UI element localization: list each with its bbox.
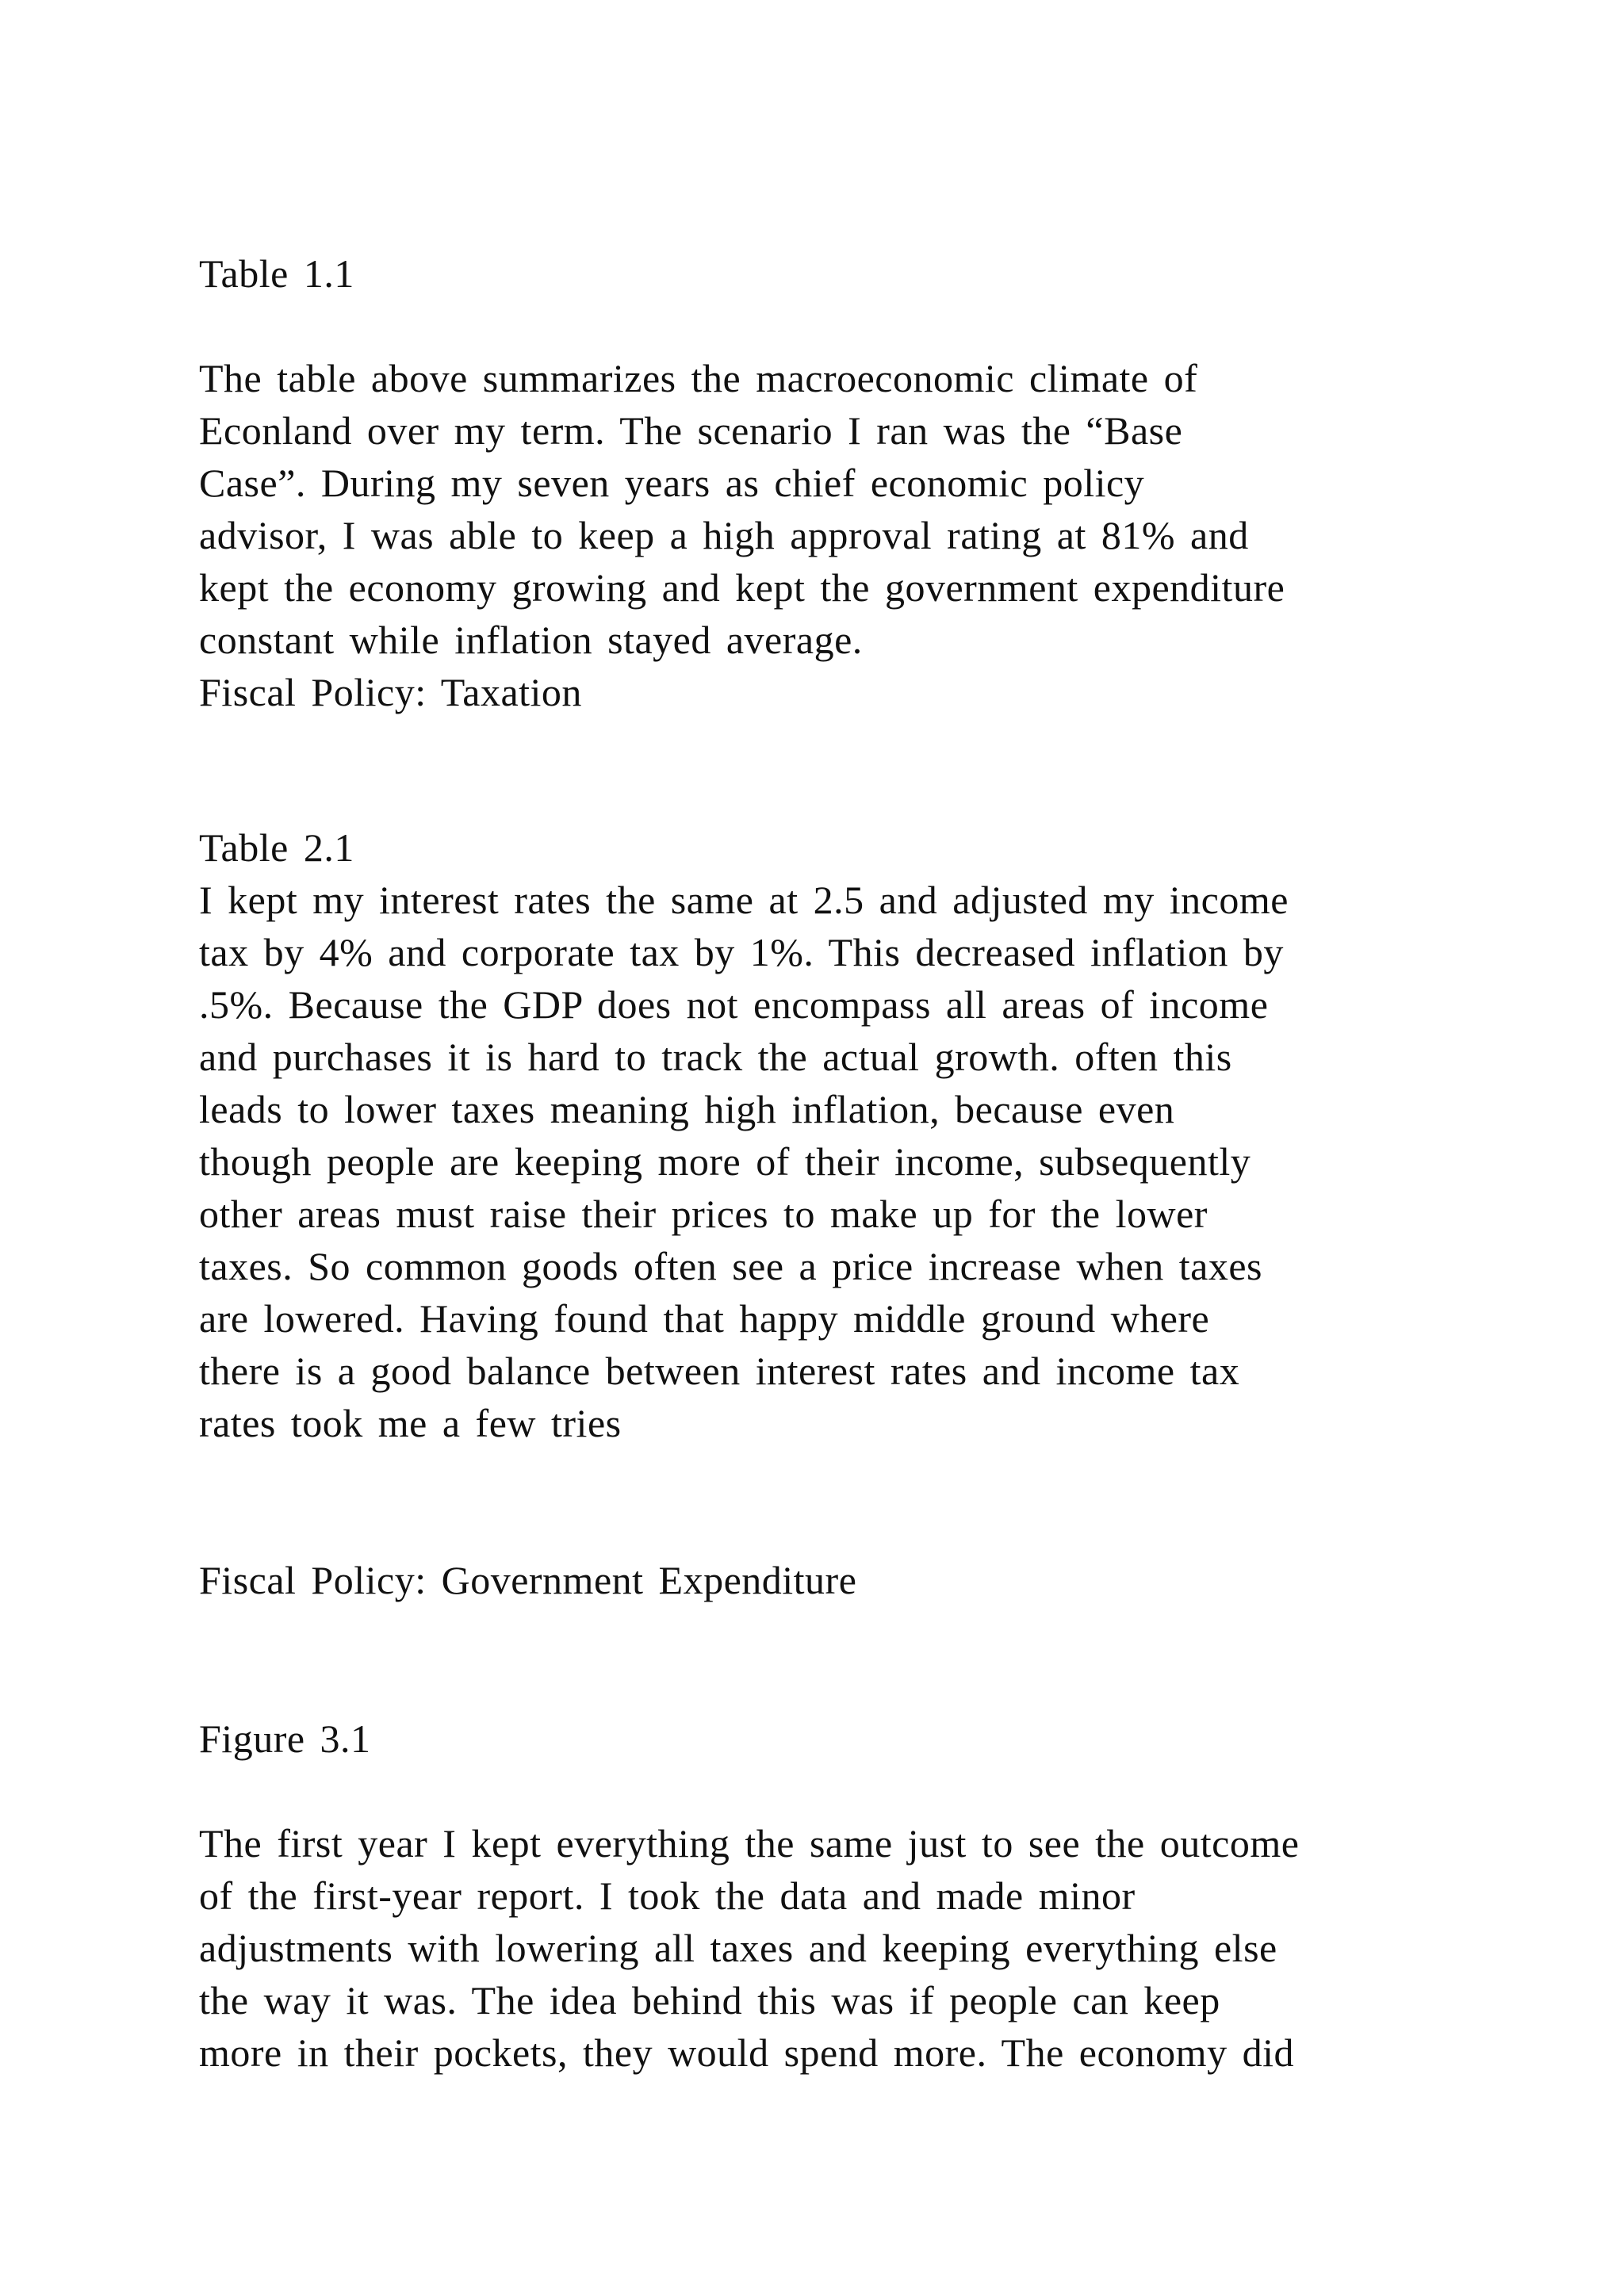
text-line: of the first-year report. I took the data and made minor — [199, 1873, 1136, 1918]
text-line: I kept my interest rates the same at 2.5 and adjusted my income — [199, 878, 1289, 922]
table-1-1-caption: Table 1.1 — [199, 251, 354, 296]
text-line: The table above summarizes the macroeconomic climate of — [199, 356, 1198, 400]
figure-3-1-caption: Figure 3.1 — [199, 1716, 371, 1761]
text-line: adjustments with lowering all taxes and keeping everything else — [199, 1926, 1277, 1970]
text-line: Econland over my term. The scenario I ran was the “Base — [199, 408, 1183, 453]
text-line: Case”. During my seven years as chief economic policy — [199, 461, 1145, 505]
text-line: the way it was. The idea behind this was if people can keep — [199, 1978, 1220, 2022]
section-heading-taxation: Fiscal Policy: Taxation — [199, 670, 582, 714]
section-heading-government-expenditure: Fiscal Policy: Government Expenditure — [199, 1558, 857, 1602]
text-line: taxes. So common goods often see a price increase when taxes — [199, 1244, 1262, 1288]
text-line: kept the economy growing and kept the government expenditure — [199, 565, 1285, 610]
text-line: rates took me a few tries — [199, 1401, 622, 1445]
text-line: there is a good balance between interest rates and income tax — [199, 1349, 1240, 1393]
text-line: more in their pockets, they would spend more. The economy did — [199, 2030, 1294, 2075]
text-line: and purchases it is hard to track the actual growth. often this — [199, 1035, 1232, 1079]
text-line: are lowered. Having found that happy middle ground where — [199, 1296, 1210, 1341]
text-line: other areas must raise their prices to make up for the lower — [199, 1192, 1208, 1236]
text-line: .5%. Because the GDP does not encompass all areas of income — [199, 982, 1269, 1027]
text-line: tax by 4% and corporate tax by 1%. This decreased inflation by — [199, 930, 1284, 974]
text-line: advisor, I was able to keep a high approval rating at 81% and — [199, 513, 1249, 557]
text-line: constant while inflation stayed average. — [199, 618, 863, 662]
text-line: leads to lower taxes meaning high inflation, because even — [199, 1087, 1175, 1131]
text-line: The first year I kept everything the same just to see the outcome — [199, 1821, 1300, 1866]
text-line: though people are keeping more of their income, subsequently — [199, 1139, 1251, 1184]
table-2-1-caption: Table 2.1 — [199, 825, 354, 870]
